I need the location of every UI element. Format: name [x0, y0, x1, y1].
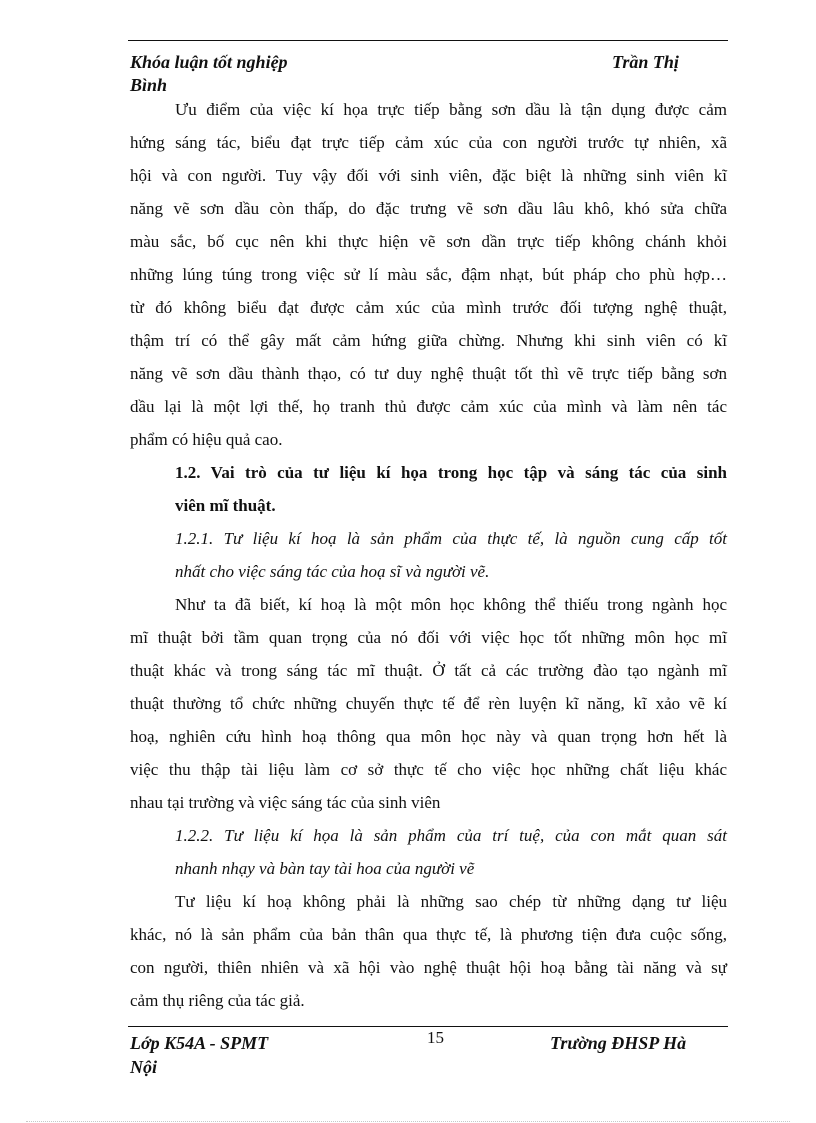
subsection-heading: 1.2.1. Tư liệu kí hoạ là sản phẩm của thực tế, là nguồn cung cấp tốt: [175, 529, 727, 548]
footer-wrap-text: Nội: [130, 1057, 157, 1077]
page-number: 15: [427, 1028, 444, 1047]
footer-rule: [128, 1026, 728, 1027]
paragraph-line: phẩm có hiệu quả cao.: [130, 430, 283, 449]
section-heading: viên mĩ thuật.: [175, 496, 276, 515]
subsection-heading: 1.2.2. Tư liệu kí họa là sản phẩm của trí tuệ, của con mắt quan sát: [175, 826, 727, 845]
header-right-text: Trần Thị: [612, 52, 679, 72]
footer-right-text: Trường ĐHSP Hà: [550, 1033, 687, 1053]
paragraph-line: hội và con người. Tuy vậy đối với sinh viên, đặc biệt là những sinh viên kĩ: [130, 166, 727, 185]
paragraph-line: những lúng túng trong việc sử lí màu sắc, đậm nhạt, bút pháp cho phù hợp…: [130, 265, 727, 284]
header-left-text: Khóa luận tốt nghiệp: [130, 52, 288, 72]
paragraph-line: thuật thường tổ chức những chuyến thực tế để rèn luyện kĩ năng, kĩ xảo vẽ kí: [130, 694, 727, 713]
paragraph-line: việc thu thập tài liệu làm cơ sở thực tế cho việc học những chất liệu khác: [130, 760, 727, 779]
paragraph-line: Như ta đã biết, kí hoạ là một môn học không thể thiếu trong ngành học: [175, 595, 727, 614]
paragraph-line: màu sắc, bố cục nên khi thực hiện vẽ sơn dần trực tiếp không chánh khỏi: [130, 232, 727, 251]
paragraph-line: năng vẽ sơn dầu còn thấp, do đặc trưng vẽ sơn dầu lâu khô, khó sửa chữa: [130, 199, 727, 218]
paragraph-line: hứng sáng tác, biểu đạt trực tiếp cảm xúc của con người trước tự nhiên, xã: [130, 133, 727, 152]
paragraph-line: Tư liệu kí hoạ không phải là những sao chép từ những dạng tư liệu: [175, 892, 727, 911]
paragraph-line: nhau tại trường và việc sáng tác của sinh viên: [130, 793, 441, 812]
paragraph-line: dầu lại là một lợi thế, họ tranh thủ được cảm xúc của mình và làm nên tác: [130, 397, 727, 416]
paragraph-line: mĩ thuật bởi tầm quan trọng của nó đối với việc học tốt những môn học mĩ: [130, 628, 727, 647]
paragraph-line: từ đó không biểu đạt được cảm xúc của mình trước đối tượng nghệ thuật,: [130, 298, 727, 317]
subsection-heading: nhất cho việc sáng tác của hoạ sĩ và người vẽ.: [175, 562, 490, 581]
header-rule: [128, 40, 728, 41]
paragraph-line: hoạ, nghiên cứu hình hoạ thông qua môn học này và quan trọng hơn hết là: [130, 727, 727, 746]
paragraph-line: khác, nó là sản phẩm của bản thân qua thực tế, là phương tiện đưa cuộc sống,: [130, 925, 727, 944]
paragraph-line: thuật khác và trong sáng tác mĩ thuật. Ở tất cả các trường đào tạo ngành mĩ: [130, 661, 727, 680]
paragraph-line: cảm thụ riêng của tác giả.: [130, 991, 305, 1010]
footer-left-text: Lớp K54A - SPMT: [130, 1033, 269, 1053]
subsection-heading: nhanh nhạy và bàn tay tài hoa của người vẽ: [175, 859, 475, 878]
header-wrap-text: Bình: [130, 75, 168, 95]
section-heading: 1.2. Vai trò của tư liệu kí họa trong học tập và sáng tác của sinh: [175, 463, 727, 482]
page-edge-dotted-line: [26, 1121, 790, 1122]
paragraph-line: Ưu điểm của việc kí họa trực tiếp bằng sơn dầu là tận dụng được cảm: [175, 100, 727, 119]
paragraph-line: con người, thiên nhiên và xã hội vào nghệ thuật hội hoạ bằng tài năng và sự: [130, 958, 727, 977]
paragraph-line: năng vẽ sơn dầu thành thạo, có tư duy nghệ thuật tốt thì vẽ trực tiếp bằng sơn: [130, 364, 727, 383]
paragraph-line: thậm trí có thể gây mất cảm hứng giữa chừng. Nhưng khi sinh viên có kĩ: [130, 331, 727, 350]
